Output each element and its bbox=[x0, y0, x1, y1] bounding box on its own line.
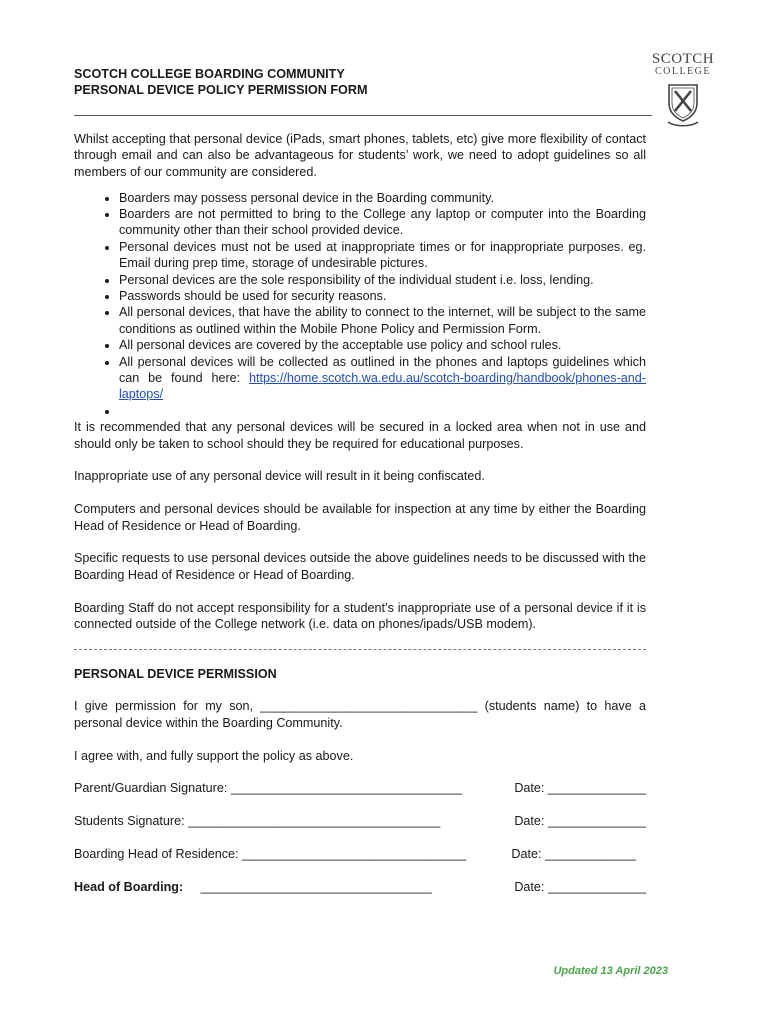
parent-signature-field[interactable]: Parent/Guardian Signature: _________________________________ bbox=[74, 781, 462, 796]
hob-date-field[interactable]: Date: ______________ bbox=[514, 879, 646, 894]
hor-signature-row bbox=[74, 846, 646, 862]
parent-date-field[interactable]: Date: ______________ bbox=[514, 781, 646, 796]
consent-statement: I give permission for my son, _______________________________ (students name) to have a personal device within the Boarding Community. bbox=[74, 699, 646, 730]
section-divider bbox=[74, 649, 646, 650]
list-item-empty bbox=[119, 403, 646, 419]
hor-date-field[interactable]: Date: _____________ bbox=[511, 846, 636, 861]
document-body bbox=[74, 131, 646, 911]
hob-signature-block bbox=[74, 879, 432, 895]
list-item: • Boarders are not permitted to bring to the College any laptop or computer into the Boarding community other than their school provided device. bbox=[119, 206, 646, 239]
hob-signature-label: Head of Boarding: bbox=[74, 879, 184, 894]
student-date-field[interactable]: Date: ______________ bbox=[514, 814, 646, 829]
title-line-1: SCOTCH COLLEGE BOARDING COMMUNITY bbox=[74, 67, 345, 81]
list-item bbox=[119, 354, 646, 403]
updated-note: Updated 13 April 2023 bbox=[553, 965, 668, 977]
intro-paragraph: Whilst accepting that personal device (iPads, smart phones, tablets, etc) give more flexibility of contact through email and can also be advantageous for students’ work, we need to adopt guidelines so all members of our community are considered. bbox=[74, 132, 646, 179]
list-item: • Boarders may possess personal device in the Boarding community. bbox=[119, 190, 646, 206]
agree-statement: I agree with, and fully support the policy as above. bbox=[74, 748, 354, 763]
paragraph-requests: Specific requests to use personal devices outside the above guidelines needs to be discussed with the Boarding Head of Residence or Head of Boarding. bbox=[74, 551, 646, 582]
title-line-2: PERSONAL DEVICE POLICY PERMISSION FORM bbox=[74, 83, 368, 97]
paragraph-secure: It is recommended that any personal devices will be secured in a locked area when not in use and should only be taken to school should they be required for educational purposes. bbox=[74, 420, 646, 451]
list-item: • Passwords should be used for security reasons. bbox=[119, 288, 646, 304]
list-item: • Personal devices are the sole responsibility of the individual student i.e. loss, lending. bbox=[119, 272, 646, 288]
policy-list bbox=[74, 190, 646, 420]
logo-name: SCOTCH bbox=[651, 51, 715, 67]
guidelines-link[interactable]: https://home.scotch.wa.edu.au/scotch-boarding/handbook/phones-and-laptops/ bbox=[119, 371, 646, 402]
hor-signature-field[interactable]: Boarding Head of Residence: ________________________________ bbox=[74, 846, 467, 861]
permission-title: PERSONAL DEVICE PERMISSION bbox=[74, 666, 277, 681]
parent-signature-row bbox=[74, 780, 646, 796]
student-signature-field[interactable]: Students Signature: ____________________________________ bbox=[74, 814, 441, 829]
list-item-text: All personal devices will be collected as outlined in the phones and laptops guidelines which can be found here: bbox=[119, 354, 646, 386]
hob-signature-row bbox=[74, 879, 646, 895]
student-signature-row bbox=[74, 813, 646, 829]
paragraph-confiscate: Inappropriate use of any personal device will result in it being confiscated. bbox=[74, 469, 485, 484]
header-divider bbox=[74, 115, 652, 116]
school-logo bbox=[648, 52, 718, 127]
list-item: • All personal devices, that have the ability to connect to the internet, will be subject to the same conditions as outlined within the Mobile Phone Policy and Permission Form. bbox=[119, 304, 646, 337]
logo-sub: COLLEGE bbox=[654, 66, 712, 77]
shield-crest-icon bbox=[665, 81, 701, 127]
list-item: • Personal devices must not be used at inappropriate times or for inappropriate purposes. eg. Email during prep time, storage of undesirable pictures. bbox=[119, 239, 646, 272]
hob-signature-field[interactable]: _________________________________ bbox=[200, 879, 432, 894]
paragraph-responsibility: Boarding Staff do not accept responsibility for a student’s inappropriate use of a personal device if it is connected outside of the College network (i.e. data on phones/ipads/USB modem). bbox=[74, 600, 646, 632]
paragraph-inspection: Computers and personal devices should be available for inspection at any time by either the Boarding Head of Residence or Head of Boarding. bbox=[74, 502, 646, 533]
list-item: • All personal devices are covered by the acceptable use policy and school rules. bbox=[119, 337, 646, 353]
document-header bbox=[74, 66, 646, 98]
